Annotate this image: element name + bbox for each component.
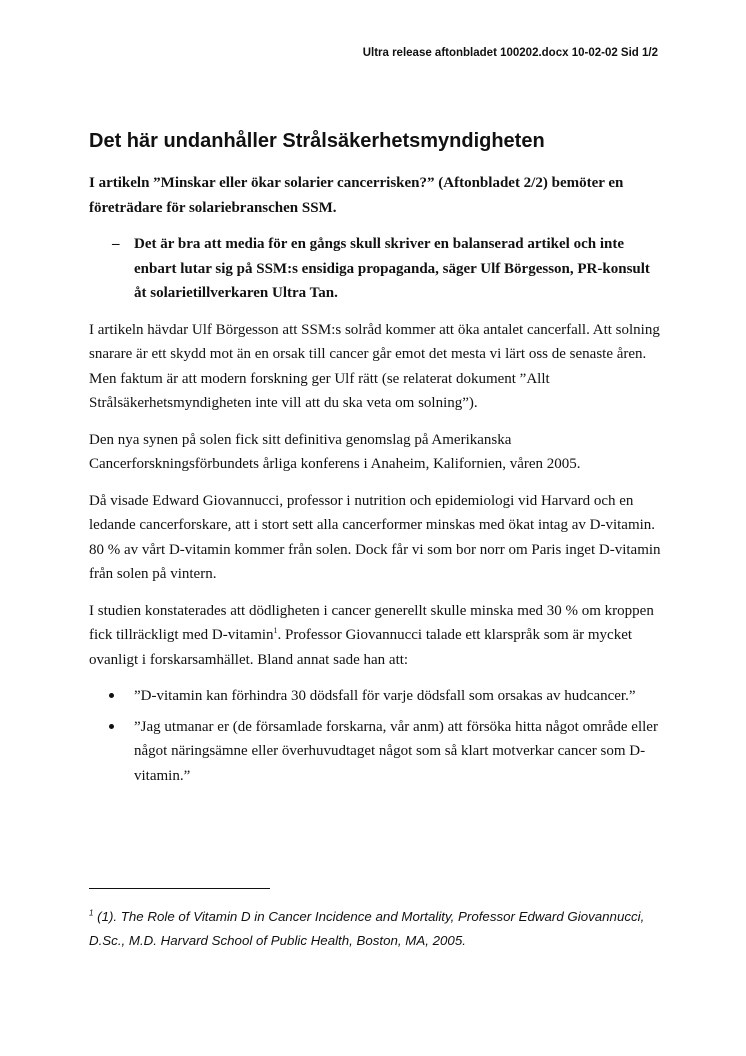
footnote-text: (1). The Role of Vitamin D in Cancer Incidence and Mortality, Professor Edward Giovannucci, D.Sc., M.D. Harvard School of Public Health, Boston, MA, 2005. xyxy=(89,909,645,948)
running-header: Ultra release aftonbladet 100202.docx 10-02-02 Sid 1/2 xyxy=(362,47,658,59)
article-title: Det här undanhåller Strålsäkerhetsmyndigheten xyxy=(89,130,545,152)
paragraph-giovannucci: Då visade Edward Giovannucci, professor i nutrition och epidemiologi vid Harvard och en ledande cancerforskare, att i stort sett alla cancerformer minskas med ökat intag av D-vitamin. 80 % av vårt D-vitamin kommer från solen. Dock får vi som bor norr om Paris inget D-vitamin från solen på vintern. xyxy=(89,492,661,582)
article-lead: I artikeln ”Minskar eller ökar solarier cancerrisken?” (Aftonbladet 2/2) bemöter en företrädare för solariebranschen SSM. xyxy=(89,175,624,216)
pull-quote-text: Det är bra att media för en gångs skull skriver en balanserad artikel och inte enbart lutar sig på SSM:s ensidiga propaganda, säger Ulf Börgesson, PR-konsult åt solarietillverkaren Ultra Tan. xyxy=(134,236,650,301)
bullet-icon xyxy=(109,693,114,698)
paragraph-conference: Den nya synen på solen fick sitt definitiva genomslag på Amerikanska Cancerforskningsförbundets årliga konferens i Anaheim, Kalifornien, våren 2005. xyxy=(89,431,581,472)
list-item xyxy=(89,684,663,709)
footnote-marker: 1 xyxy=(89,908,94,918)
dash-marker: – xyxy=(112,236,120,252)
quote-list xyxy=(89,684,663,788)
footnote-reference[interactable]: 1 xyxy=(273,626,278,635)
list-item-text: ”D-vitamin kan förhindra 30 dödsfall för varje dödsfall som orsakas av hudcancer.” xyxy=(134,688,636,704)
bullet-icon xyxy=(109,724,114,729)
pull-quote xyxy=(89,232,663,306)
footnote xyxy=(89,905,669,953)
footnote-separator xyxy=(89,888,270,889)
study-text-before: I studien konstaterades att dödligheten i cancer generellt skulle minska med 30 % om kroppen fick tillräckligt med D-vitamin xyxy=(89,602,654,643)
paragraph-claims: I artikeln hävdar Ulf Börgesson att SSM:s solråd kommer att öka antalet cancerfall. Att solning snarare är ett skydd mot än en orsak till cancer går emot det mesta vi lärt oss de senaste åren. Men faktum är att modern forskning ger Ulf rätt (se relaterat dokument ”Allt Strålsäkerhetsmyndigheten inte vill att du ska veta om solning”). xyxy=(89,321,660,411)
list-item xyxy=(89,715,663,789)
study-text-after: . Professor Giovannucci talade ett klarspråk som är mycket ovanligt i forskarsamhället. Bland annat sade han att: xyxy=(89,627,633,668)
list-item-text: ”Jag utmanar er (de församlade forskarna, vår anm) att försöka hitta något område eller något näringsämne eller överhuvudtaget något som så klart motverkar cancer som D-vitamin.” xyxy=(134,718,658,784)
paragraph-study xyxy=(89,599,663,673)
article-body xyxy=(89,127,663,794)
